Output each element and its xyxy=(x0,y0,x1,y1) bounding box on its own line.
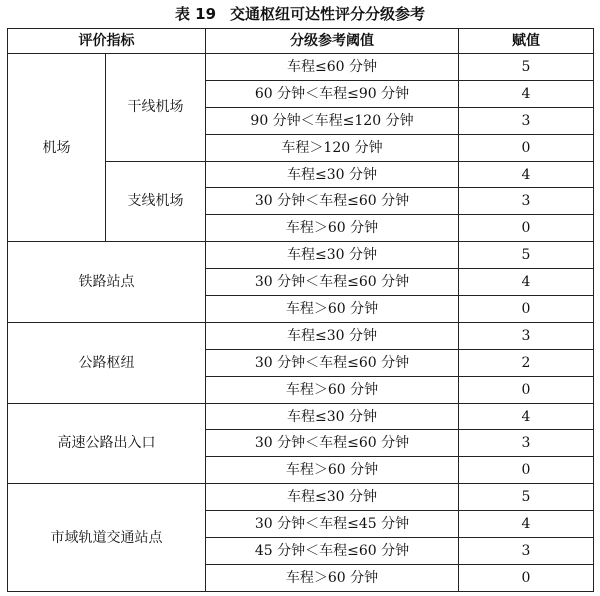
score-cell: 4 xyxy=(459,269,594,296)
threshold-cell: 车程≤30 分钟 xyxy=(206,242,459,269)
score-cell: 4 xyxy=(459,80,594,107)
threshold-cell: 30 分钟＜车程≤60 分钟 xyxy=(206,269,459,296)
score-cell: 5 xyxy=(459,54,594,81)
score-cell: 5 xyxy=(459,484,594,511)
score-cell: 3 xyxy=(459,322,594,349)
threshold-cell: 30 分钟＜车程≤60 分钟 xyxy=(206,430,459,457)
score-cell: 3 xyxy=(459,107,594,134)
scoring-table xyxy=(7,28,594,592)
table-row xyxy=(8,403,594,430)
threshold-cell: 90 分钟＜车程≤120 分钟 xyxy=(206,107,459,134)
threshold-cell: 车程≤30 分钟 xyxy=(206,403,459,430)
score-cell: 0 xyxy=(459,376,594,403)
category-expressway: 高速公路出入口 xyxy=(8,403,206,484)
threshold-cell: 车程＞60 分钟 xyxy=(206,564,459,591)
table-row xyxy=(8,484,594,511)
threshold-cell: 车程＞60 分钟 xyxy=(206,215,459,242)
table-row xyxy=(8,54,594,81)
header-indicator: 评价指标 xyxy=(8,29,206,54)
table-title: 交通枢纽可达性评分分级参考 xyxy=(230,5,426,23)
score-cell: 3 xyxy=(459,188,594,215)
score-cell: 3 xyxy=(459,430,594,457)
score-cell: 0 xyxy=(459,134,594,161)
score-cell: 4 xyxy=(459,403,594,430)
threshold-cell: 车程＞60 分钟 xyxy=(206,457,459,484)
score-cell: 5 xyxy=(459,242,594,269)
score-cell: 0 xyxy=(459,296,594,323)
header-score: 赋值 xyxy=(459,29,594,54)
threshold-cell: 车程＞120 分钟 xyxy=(206,134,459,161)
threshold-cell: 车程＞60 分钟 xyxy=(206,296,459,323)
threshold-cell: 车程≤30 分钟 xyxy=(206,161,459,188)
threshold-cell: 30 分钟＜车程≤45 分钟 xyxy=(206,511,459,538)
score-cell: 0 xyxy=(459,215,594,242)
category-transit: 市域轨道交通站点 xyxy=(8,484,206,592)
threshold-cell: 车程≤60 分钟 xyxy=(206,54,459,81)
category-railway: 铁路站点 xyxy=(8,242,206,323)
table-number: 表 19 xyxy=(174,5,217,23)
score-cell: 4 xyxy=(459,511,594,538)
header-threshold: 分级参考阈值 xyxy=(206,29,459,54)
score-cell: 0 xyxy=(459,564,594,591)
threshold-cell: 60 分钟＜车程≤90 分钟 xyxy=(206,80,459,107)
threshold-cell: 车程＞60 分钟 xyxy=(206,376,459,403)
category-airport: 机场 xyxy=(8,54,106,242)
category-highway-hub: 公路枢纽 xyxy=(8,322,206,403)
score-cell: 2 xyxy=(459,349,594,376)
threshold-cell: 45 分钟＜车程≤60 分钟 xyxy=(206,538,459,565)
subcategory-trunk-airport: 干线机场 xyxy=(106,54,206,162)
header-row xyxy=(8,29,594,54)
threshold-cell: 车程≤30 分钟 xyxy=(206,484,459,511)
score-cell: 3 xyxy=(459,538,594,565)
table-row xyxy=(8,322,594,349)
threshold-cell: 30 分钟＜车程≤60 分钟 xyxy=(206,349,459,376)
table-caption xyxy=(0,4,600,24)
score-cell: 0 xyxy=(459,457,594,484)
score-cell: 4 xyxy=(459,161,594,188)
threshold-cell: 车程≤30 分钟 xyxy=(206,322,459,349)
threshold-cell: 30 分钟＜车程≤60 分钟 xyxy=(206,188,459,215)
subcategory-branch-airport: 支线机场 xyxy=(106,161,206,242)
table-row xyxy=(8,242,594,269)
